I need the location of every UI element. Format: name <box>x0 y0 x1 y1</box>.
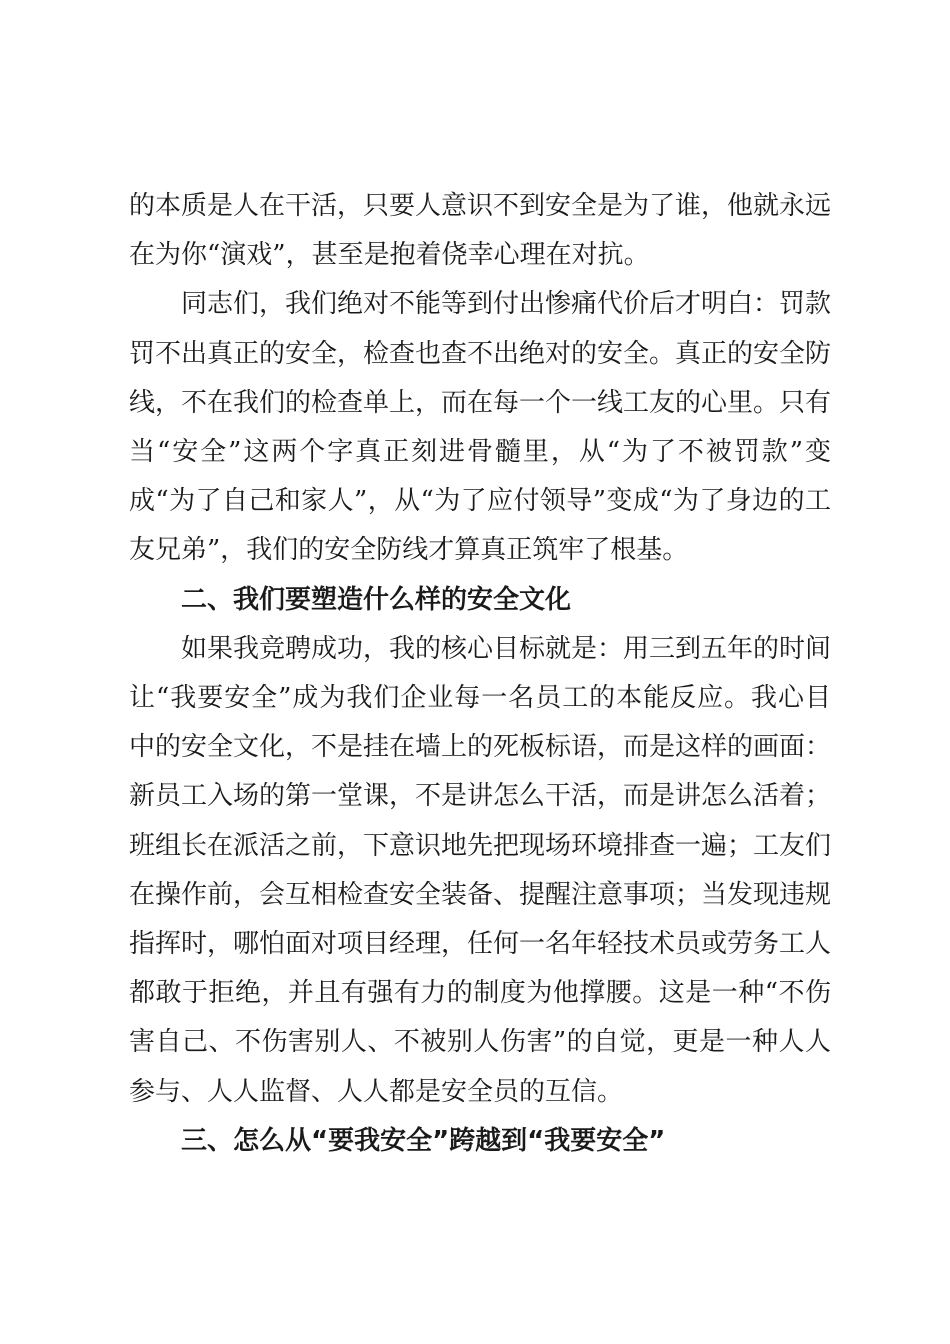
section-heading-two: 二、我们要塑造什么样的安全文化 <box>181 584 572 615</box>
paragraph-safety-culture: 如果我竞聘成功，我的核心目标就是：用三到五年的时间让“我要安全”成为我们企业每一名员工的本能反应。我心目中的安全文化，不是挂在墙上的死板标语，而是这样的画面：新员工入场的第一堂课，不是讲怎么干活，而是讲怎么活着；班组长在派活之前，下意识地先把现场环境排查一遍；工友们在操作前，会互相检查安全装备、提醒注意事项；当发现违规指挥时，哪怕面对项目经理，任何一名年轻技术员或劳务工人都敢于拒绝，并且有强有力的制度为他撑腰。这是一种“不伤害自己、不伤害别人、不被别人伤害”的自觉，更是一种人人参与、人人监督、人人都是安全员的互信。 <box>129 633 832 1107</box>
document-body <box>129 182 831 1166</box>
paragraph-continuation: 的本质是人在干活，只要人意识不到安全是为了谁，他就永远在为你“演戏”，甚至是抱着侥幸心理在对抗。 <box>129 191 832 271</box>
section-heading-three: 三、怎么从“要我安全”跨越到“我要安全” <box>181 1125 666 1156</box>
paragraph-safety-defense: 同志们，我们绝对不能等到付出惨痛代价后才明白：罚款罚不出真正的安全，检查也查不出绝对的安全。真正的安全防线，不在我们的检查单上，而在每一个一线工友的心里。只有当“安全”这两个字真正刻进骨髓里，从“为了不被罚款”变成“为了自己和家人”，从“为了应付领导”变成“为了身边的工友兄弟”，我们的安全防线才算真正筑牢了根基。 <box>129 289 832 566</box>
